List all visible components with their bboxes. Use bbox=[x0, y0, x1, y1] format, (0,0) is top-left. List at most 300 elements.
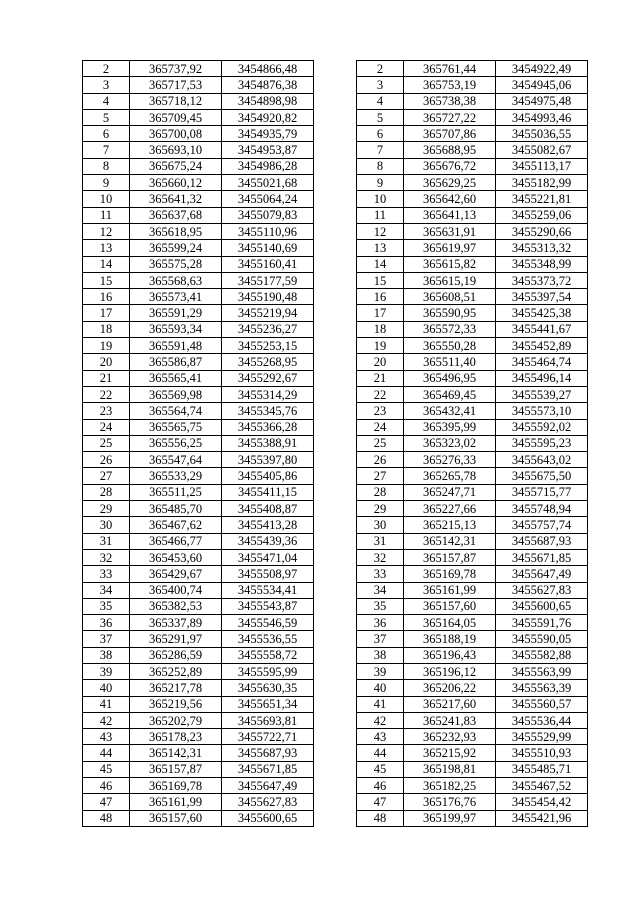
point-number-cell: 42 bbox=[83, 712, 130, 728]
y-coordinate-cell: 3455485,71 bbox=[496, 761, 588, 777]
table-row bbox=[83, 109, 314, 125]
x-coordinate-cell: 365761,44 bbox=[404, 61, 496, 77]
y-coordinate-cell: 3455687,93 bbox=[496, 533, 588, 549]
table-row bbox=[83, 745, 314, 761]
point-number-cell: 7 bbox=[357, 142, 404, 158]
x-coordinate-cell: 365591,29 bbox=[130, 305, 222, 321]
table-row bbox=[83, 501, 314, 517]
table-row bbox=[83, 729, 314, 745]
point-number-cell: 19 bbox=[357, 338, 404, 354]
table-row bbox=[83, 305, 314, 321]
table-row bbox=[83, 93, 314, 109]
table-row bbox=[83, 256, 314, 272]
x-coordinate-cell: 365568,63 bbox=[130, 272, 222, 288]
point-number-cell: 36 bbox=[83, 615, 130, 631]
table-row bbox=[357, 191, 588, 207]
table-row bbox=[83, 191, 314, 207]
y-coordinate-cell: 3454898,98 bbox=[222, 93, 314, 109]
table-row bbox=[357, 354, 588, 370]
y-coordinate-cell: 3455529,99 bbox=[496, 729, 588, 745]
point-number-cell: 14 bbox=[357, 256, 404, 272]
x-coordinate-cell: 365618,95 bbox=[130, 223, 222, 239]
y-coordinate-cell: 3455591,76 bbox=[496, 615, 588, 631]
x-coordinate-cell: 365629,25 bbox=[404, 175, 496, 191]
table-row bbox=[83, 598, 314, 614]
x-coordinate-cell: 365400,74 bbox=[130, 582, 222, 598]
table-row bbox=[357, 175, 588, 191]
y-coordinate-cell: 3455675,50 bbox=[496, 468, 588, 484]
table-row bbox=[357, 549, 588, 565]
point-number-cell: 35 bbox=[83, 598, 130, 614]
point-number-cell: 39 bbox=[357, 663, 404, 679]
y-coordinate-cell: 3454866,48 bbox=[222, 61, 314, 77]
point-number-cell: 47 bbox=[357, 794, 404, 810]
x-coordinate-cell: 365511,25 bbox=[130, 484, 222, 500]
y-coordinate-cell: 3455454,42 bbox=[496, 794, 588, 810]
table-row bbox=[357, 794, 588, 810]
x-coordinate-cell: 365569,98 bbox=[130, 386, 222, 402]
table-row bbox=[83, 712, 314, 728]
table-row bbox=[357, 223, 588, 239]
point-number-cell: 6 bbox=[357, 126, 404, 142]
table-row bbox=[357, 93, 588, 109]
x-coordinate-cell: 365202,79 bbox=[130, 712, 222, 728]
y-coordinate-cell: 3455292,67 bbox=[222, 370, 314, 386]
x-coordinate-cell: 365738,38 bbox=[404, 93, 496, 109]
point-number-cell: 43 bbox=[83, 729, 130, 745]
table-row bbox=[357, 452, 588, 468]
y-coordinate-cell: 3454935,79 bbox=[222, 126, 314, 142]
point-number-cell: 36 bbox=[357, 615, 404, 631]
y-coordinate-cell: 3455397,54 bbox=[496, 289, 588, 305]
x-coordinate-cell: 365157,60 bbox=[130, 810, 222, 826]
table-row bbox=[83, 810, 314, 826]
point-number-cell: 24 bbox=[83, 419, 130, 435]
point-number-cell: 26 bbox=[83, 452, 130, 468]
x-coordinate-cell: 365252,89 bbox=[130, 663, 222, 679]
y-coordinate-cell: 3455510,93 bbox=[496, 745, 588, 761]
table-row bbox=[357, 582, 588, 598]
point-number-cell: 28 bbox=[357, 484, 404, 500]
point-number-cell: 29 bbox=[83, 501, 130, 517]
point-number-cell: 18 bbox=[83, 321, 130, 337]
table-row bbox=[357, 647, 588, 663]
y-coordinate-cell: 3455748,94 bbox=[496, 501, 588, 517]
x-coordinate-cell: 365286,59 bbox=[130, 647, 222, 663]
table-row bbox=[357, 810, 588, 826]
point-number-cell: 3 bbox=[357, 77, 404, 93]
y-coordinate-cell: 3455421,96 bbox=[496, 810, 588, 826]
y-coordinate-cell: 3455534,41 bbox=[222, 582, 314, 598]
y-coordinate-cell: 3455439,36 bbox=[222, 533, 314, 549]
point-number-cell: 2 bbox=[357, 61, 404, 77]
x-coordinate-cell: 365707,86 bbox=[404, 126, 496, 142]
table-row bbox=[83, 517, 314, 533]
table-row bbox=[357, 305, 588, 321]
x-coordinate-cell: 365247,71 bbox=[404, 484, 496, 500]
x-coordinate-cell: 365188,19 bbox=[404, 631, 496, 647]
point-number-cell: 10 bbox=[357, 191, 404, 207]
point-number-cell: 34 bbox=[357, 582, 404, 598]
x-coordinate-cell: 365547,64 bbox=[130, 452, 222, 468]
table-row bbox=[83, 778, 314, 794]
x-coordinate-cell: 365169,78 bbox=[130, 778, 222, 794]
x-coordinate-cell: 365575,28 bbox=[130, 256, 222, 272]
point-number-cell: 47 bbox=[83, 794, 130, 810]
x-coordinate-cell: 365550,28 bbox=[404, 338, 496, 354]
coordinates-table-right bbox=[356, 60, 588, 827]
y-coordinate-cell: 3455411,15 bbox=[222, 484, 314, 500]
point-number-cell: 33 bbox=[83, 566, 130, 582]
y-coordinate-cell: 3455582,88 bbox=[496, 647, 588, 663]
point-number-cell: 10 bbox=[83, 191, 130, 207]
x-coordinate-cell: 365688,95 bbox=[404, 142, 496, 158]
y-coordinate-cell: 3454920,82 bbox=[222, 109, 314, 125]
point-number-cell: 34 bbox=[83, 582, 130, 598]
x-coordinate-cell: 365323,02 bbox=[404, 435, 496, 451]
x-coordinate-cell: 365215,92 bbox=[404, 745, 496, 761]
y-coordinate-cell: 3455268,95 bbox=[222, 354, 314, 370]
point-number-cell: 7 bbox=[83, 142, 130, 158]
point-number-cell: 18 bbox=[357, 321, 404, 337]
point-number-cell: 28 bbox=[83, 484, 130, 500]
point-number-cell: 12 bbox=[357, 223, 404, 239]
table-row bbox=[83, 647, 314, 663]
y-coordinate-cell: 3455508,97 bbox=[222, 566, 314, 582]
y-coordinate-cell: 3455715,77 bbox=[496, 484, 588, 500]
x-coordinate-cell: 365217,78 bbox=[130, 680, 222, 696]
point-number-cell: 8 bbox=[357, 158, 404, 174]
table-row bbox=[357, 272, 588, 288]
table-row bbox=[357, 256, 588, 272]
point-number-cell: 44 bbox=[357, 745, 404, 761]
x-coordinate-cell: 365565,75 bbox=[130, 419, 222, 435]
table-row bbox=[83, 386, 314, 402]
point-number-cell: 2 bbox=[83, 61, 130, 77]
x-coordinate-cell: 365586,87 bbox=[130, 354, 222, 370]
y-coordinate-cell: 3455595,23 bbox=[496, 435, 588, 451]
table-row bbox=[357, 761, 588, 777]
x-coordinate-cell: 365215,13 bbox=[404, 517, 496, 533]
x-coordinate-cell: 365164,05 bbox=[404, 615, 496, 631]
point-number-cell: 42 bbox=[357, 712, 404, 728]
y-coordinate-cell: 3455452,89 bbox=[496, 338, 588, 354]
point-number-cell: 30 bbox=[83, 517, 130, 533]
y-coordinate-cell: 3455140,69 bbox=[222, 240, 314, 256]
x-coordinate-cell: 365337,89 bbox=[130, 615, 222, 631]
point-number-cell: 29 bbox=[357, 501, 404, 517]
point-number-cell: 31 bbox=[83, 533, 130, 549]
y-coordinate-cell: 3455573,10 bbox=[496, 403, 588, 419]
point-number-cell: 38 bbox=[83, 647, 130, 663]
x-coordinate-cell: 365676,72 bbox=[404, 158, 496, 174]
y-coordinate-cell: 3455113,17 bbox=[496, 158, 588, 174]
y-coordinate-cell: 3455560,57 bbox=[496, 696, 588, 712]
x-coordinate-cell: 365615,19 bbox=[404, 272, 496, 288]
point-number-cell: 20 bbox=[357, 354, 404, 370]
x-coordinate-cell: 365265,78 bbox=[404, 468, 496, 484]
x-coordinate-cell: 365196,43 bbox=[404, 647, 496, 663]
y-coordinate-cell: 3455425,38 bbox=[496, 305, 588, 321]
y-coordinate-cell: 3455253,15 bbox=[222, 338, 314, 354]
point-number-cell: 48 bbox=[357, 810, 404, 826]
y-coordinate-cell: 3455595,99 bbox=[222, 663, 314, 679]
x-coordinate-cell: 365642,60 bbox=[404, 191, 496, 207]
table-row bbox=[83, 240, 314, 256]
point-number-cell: 25 bbox=[357, 435, 404, 451]
y-coordinate-cell: 3455064,24 bbox=[222, 191, 314, 207]
x-coordinate-cell: 365169,78 bbox=[404, 566, 496, 582]
table-row bbox=[357, 745, 588, 761]
point-number-cell: 22 bbox=[357, 386, 404, 402]
x-coordinate-cell: 365533,29 bbox=[130, 468, 222, 484]
table-row bbox=[357, 631, 588, 647]
point-number-cell: 13 bbox=[83, 240, 130, 256]
y-coordinate-cell: 3454993,46 bbox=[496, 109, 588, 125]
y-coordinate-cell: 3455496,14 bbox=[496, 370, 588, 386]
point-number-cell: 16 bbox=[83, 289, 130, 305]
table-row bbox=[357, 533, 588, 549]
table-row bbox=[357, 61, 588, 77]
coordinates-table-left bbox=[82, 60, 314, 827]
y-coordinate-cell: 3455236,27 bbox=[222, 321, 314, 337]
point-number-cell: 46 bbox=[83, 778, 130, 794]
x-coordinate-cell: 365718,12 bbox=[130, 93, 222, 109]
x-coordinate-cell: 365564,74 bbox=[130, 403, 222, 419]
y-coordinate-cell: 3455693,81 bbox=[222, 712, 314, 728]
table-row bbox=[357, 158, 588, 174]
table-row bbox=[357, 77, 588, 93]
table-row bbox=[83, 403, 314, 419]
table-row bbox=[83, 680, 314, 696]
table-row bbox=[357, 338, 588, 354]
point-number-cell: 4 bbox=[83, 93, 130, 109]
table-row bbox=[83, 631, 314, 647]
point-number-cell: 31 bbox=[357, 533, 404, 549]
y-coordinate-cell: 3455345,76 bbox=[222, 403, 314, 419]
x-coordinate-cell: 365753,19 bbox=[404, 77, 496, 93]
point-number-cell: 8 bbox=[83, 158, 130, 174]
x-coordinate-cell: 365142,31 bbox=[404, 533, 496, 549]
point-number-cell: 20 bbox=[83, 354, 130, 370]
y-coordinate-cell: 3455627,83 bbox=[496, 582, 588, 598]
x-coordinate-cell: 365232,93 bbox=[404, 729, 496, 745]
table-row bbox=[83, 615, 314, 631]
table-row bbox=[83, 338, 314, 354]
x-coordinate-cell: 365727,22 bbox=[404, 109, 496, 125]
table-row bbox=[357, 386, 588, 402]
y-coordinate-cell: 3455600,65 bbox=[222, 810, 314, 826]
y-coordinate-cell: 3454986,28 bbox=[222, 158, 314, 174]
point-number-cell: 40 bbox=[83, 680, 130, 696]
point-number-cell: 12 bbox=[83, 223, 130, 239]
table-row bbox=[83, 452, 314, 468]
y-coordinate-cell: 3455082,67 bbox=[496, 142, 588, 158]
table-row bbox=[357, 126, 588, 142]
x-coordinate-cell: 365709,45 bbox=[130, 109, 222, 125]
table-row bbox=[83, 468, 314, 484]
y-coordinate-cell: 3455647,49 bbox=[496, 566, 588, 582]
table-row bbox=[357, 663, 588, 679]
y-coordinate-cell: 3455408,87 bbox=[222, 501, 314, 517]
table-row bbox=[83, 533, 314, 549]
table-row bbox=[357, 778, 588, 794]
y-coordinate-cell: 3455539,27 bbox=[496, 386, 588, 402]
table-row bbox=[357, 419, 588, 435]
x-coordinate-cell: 365511,40 bbox=[404, 354, 496, 370]
x-coordinate-cell: 365591,48 bbox=[130, 338, 222, 354]
x-coordinate-cell: 365641,32 bbox=[130, 191, 222, 207]
x-coordinate-cell: 365572,33 bbox=[404, 321, 496, 337]
table-row bbox=[83, 126, 314, 142]
x-coordinate-cell: 365466,77 bbox=[130, 533, 222, 549]
x-coordinate-cell: 365496,95 bbox=[404, 370, 496, 386]
point-number-cell: 40 bbox=[357, 680, 404, 696]
point-number-cell: 23 bbox=[83, 403, 130, 419]
y-coordinate-cell: 3455464,74 bbox=[496, 354, 588, 370]
y-coordinate-cell: 3455546,59 bbox=[222, 615, 314, 631]
point-number-cell: 11 bbox=[357, 207, 404, 223]
y-coordinate-cell: 3454922,49 bbox=[496, 61, 588, 77]
x-coordinate-cell: 365485,70 bbox=[130, 501, 222, 517]
table-row bbox=[83, 663, 314, 679]
x-coordinate-cell: 365590,95 bbox=[404, 305, 496, 321]
point-number-cell: 30 bbox=[357, 517, 404, 533]
point-number-cell: 35 bbox=[357, 598, 404, 614]
x-coordinate-cell: 365227,66 bbox=[404, 501, 496, 517]
y-coordinate-cell: 3454945,06 bbox=[496, 77, 588, 93]
y-coordinate-cell: 3455467,52 bbox=[496, 778, 588, 794]
y-coordinate-cell: 3455366,28 bbox=[222, 419, 314, 435]
table-row bbox=[83, 696, 314, 712]
y-coordinate-cell: 3455290,66 bbox=[496, 223, 588, 239]
table-row bbox=[357, 468, 588, 484]
y-coordinate-cell: 3454975,48 bbox=[496, 93, 588, 109]
table-row bbox=[357, 712, 588, 728]
y-coordinate-cell: 3455671,85 bbox=[496, 549, 588, 565]
x-coordinate-cell: 365469,45 bbox=[404, 386, 496, 402]
x-coordinate-cell: 365176,76 bbox=[404, 794, 496, 810]
y-coordinate-cell: 3454876,38 bbox=[222, 77, 314, 93]
point-number-cell: 37 bbox=[83, 631, 130, 647]
table-row bbox=[83, 272, 314, 288]
table-row bbox=[357, 240, 588, 256]
table-row bbox=[357, 680, 588, 696]
point-number-cell: 14 bbox=[83, 256, 130, 272]
x-coordinate-cell: 365206,22 bbox=[404, 680, 496, 696]
table-row bbox=[83, 321, 314, 337]
table-row bbox=[83, 223, 314, 239]
x-coordinate-cell: 365453,60 bbox=[130, 549, 222, 565]
x-coordinate-cell: 365641,13 bbox=[404, 207, 496, 223]
table-row bbox=[357, 615, 588, 631]
table-row bbox=[83, 794, 314, 810]
x-coordinate-cell: 365241,83 bbox=[404, 712, 496, 728]
table-row bbox=[357, 501, 588, 517]
table-row bbox=[83, 435, 314, 451]
x-coordinate-cell: 365142,31 bbox=[130, 745, 222, 761]
point-number-cell: 16 bbox=[357, 289, 404, 305]
y-coordinate-cell: 3455190,48 bbox=[222, 289, 314, 305]
y-coordinate-cell: 3455036,55 bbox=[496, 126, 588, 142]
y-coordinate-cell: 3455590,05 bbox=[496, 631, 588, 647]
table-row bbox=[83, 354, 314, 370]
x-coordinate-cell: 365737,92 bbox=[130, 61, 222, 77]
table-row bbox=[357, 729, 588, 745]
point-number-cell: 9 bbox=[83, 175, 130, 191]
table-row bbox=[83, 77, 314, 93]
point-number-cell: 6 bbox=[83, 126, 130, 142]
y-coordinate-cell: 3455348,99 bbox=[496, 256, 588, 272]
point-number-cell: 17 bbox=[357, 305, 404, 321]
y-coordinate-cell: 3455405,86 bbox=[222, 468, 314, 484]
table-row bbox=[357, 435, 588, 451]
y-coordinate-cell: 3455110,96 bbox=[222, 223, 314, 239]
y-coordinate-cell: 3455441,67 bbox=[496, 321, 588, 337]
table-row bbox=[357, 142, 588, 158]
point-number-cell: 41 bbox=[83, 696, 130, 712]
point-number-cell: 45 bbox=[83, 761, 130, 777]
y-coordinate-cell: 3455021,68 bbox=[222, 175, 314, 191]
y-coordinate-cell: 3455471,04 bbox=[222, 549, 314, 565]
x-coordinate-cell: 365717,53 bbox=[130, 77, 222, 93]
point-number-cell: 41 bbox=[357, 696, 404, 712]
point-number-cell: 25 bbox=[83, 435, 130, 451]
x-coordinate-cell: 365395,99 bbox=[404, 419, 496, 435]
x-coordinate-cell: 365631,91 bbox=[404, 223, 496, 239]
point-number-cell: 33 bbox=[357, 566, 404, 582]
x-coordinate-cell: 365619,97 bbox=[404, 240, 496, 256]
y-coordinate-cell: 3455671,85 bbox=[222, 761, 314, 777]
y-coordinate-cell: 3454953,87 bbox=[222, 142, 314, 158]
y-coordinate-cell: 3455079,83 bbox=[222, 207, 314, 223]
y-coordinate-cell: 3455313,32 bbox=[496, 240, 588, 256]
y-coordinate-cell: 3455757,74 bbox=[496, 517, 588, 533]
x-coordinate-cell: 365429,67 bbox=[130, 566, 222, 582]
table-row bbox=[357, 207, 588, 223]
point-number-cell: 4 bbox=[357, 93, 404, 109]
point-number-cell: 24 bbox=[357, 419, 404, 435]
x-coordinate-cell: 365199,97 bbox=[404, 810, 496, 826]
point-number-cell: 17 bbox=[83, 305, 130, 321]
y-coordinate-cell: 3455221,81 bbox=[496, 191, 588, 207]
point-number-cell: 38 bbox=[357, 647, 404, 663]
point-number-cell: 9 bbox=[357, 175, 404, 191]
point-number-cell: 46 bbox=[357, 778, 404, 794]
table-body bbox=[357, 61, 588, 827]
table-row bbox=[83, 370, 314, 386]
point-number-cell: 23 bbox=[357, 403, 404, 419]
y-coordinate-cell: 3455558,72 bbox=[222, 647, 314, 663]
point-number-cell: 21 bbox=[83, 370, 130, 386]
y-coordinate-cell: 3455536,55 bbox=[222, 631, 314, 647]
x-coordinate-cell: 365556,25 bbox=[130, 435, 222, 451]
x-coordinate-cell: 365693,10 bbox=[130, 142, 222, 158]
point-number-cell: 15 bbox=[83, 272, 130, 288]
table-row bbox=[83, 566, 314, 582]
y-coordinate-cell: 3455563,99 bbox=[496, 663, 588, 679]
y-coordinate-cell: 3455600,65 bbox=[496, 598, 588, 614]
x-coordinate-cell: 365675,24 bbox=[130, 158, 222, 174]
point-number-cell: 5 bbox=[357, 109, 404, 125]
point-number-cell: 26 bbox=[357, 452, 404, 468]
table-row bbox=[83, 207, 314, 223]
y-coordinate-cell: 3455373,72 bbox=[496, 272, 588, 288]
x-coordinate-cell: 365157,60 bbox=[404, 598, 496, 614]
y-coordinate-cell: 3455627,83 bbox=[222, 794, 314, 810]
x-coordinate-cell: 365182,25 bbox=[404, 778, 496, 794]
point-number-cell: 48 bbox=[83, 810, 130, 826]
